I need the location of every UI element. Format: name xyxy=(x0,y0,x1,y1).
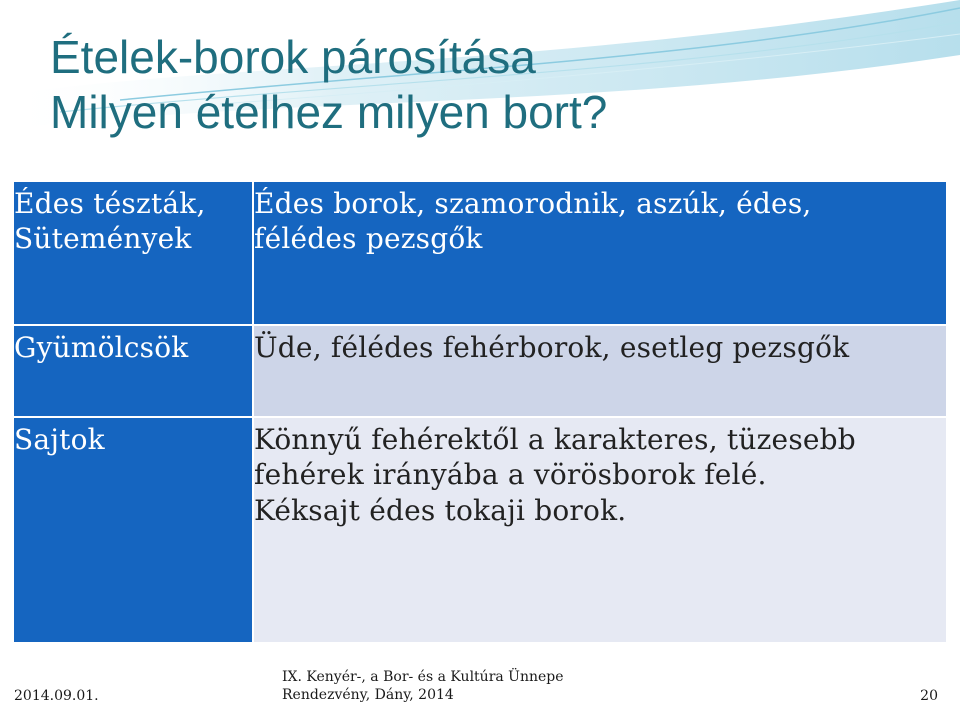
wine-line: Üde, félédes fehérborok, esetleg pezsgők xyxy=(254,331,850,364)
wine-line: fehérek irányába a vörösborok felé. xyxy=(254,458,767,492)
footer-date: 2014.09.01. xyxy=(14,688,99,704)
table-row xyxy=(14,418,946,642)
wine-cell xyxy=(254,182,946,324)
category-label: Édes tészták, Sütemények xyxy=(14,187,206,256)
footer-event: IX. Kenyér-, a Bor- és a Kultúra Ünnepe Rendezvény, Dány, 2014 xyxy=(282,669,564,704)
category-cell xyxy=(14,418,252,642)
page-number: 20 xyxy=(920,688,938,704)
pairing-table xyxy=(12,180,948,644)
wine-line: félédes pezsgők xyxy=(254,222,483,256)
category-cell xyxy=(14,326,252,416)
table-row xyxy=(14,182,946,324)
wine-line: Kéksajt édes tokaji borok. xyxy=(254,493,627,527)
wine-cell xyxy=(254,326,946,416)
wine-line: Édes borok, szamorodnik, aszúk, édes, xyxy=(254,187,812,220)
category-cell xyxy=(14,182,252,324)
slide-title: Ételek-borok párosítása Milyen ételhez milyen bort? xyxy=(50,31,608,139)
category-label: Gyümölcsök xyxy=(14,331,189,364)
wine-cell xyxy=(254,418,946,642)
wine-line: Könnyű fehérektől a karakteres, tüzesebb xyxy=(254,423,856,456)
category-label: Sajtok xyxy=(14,423,105,456)
table-row xyxy=(14,326,946,416)
